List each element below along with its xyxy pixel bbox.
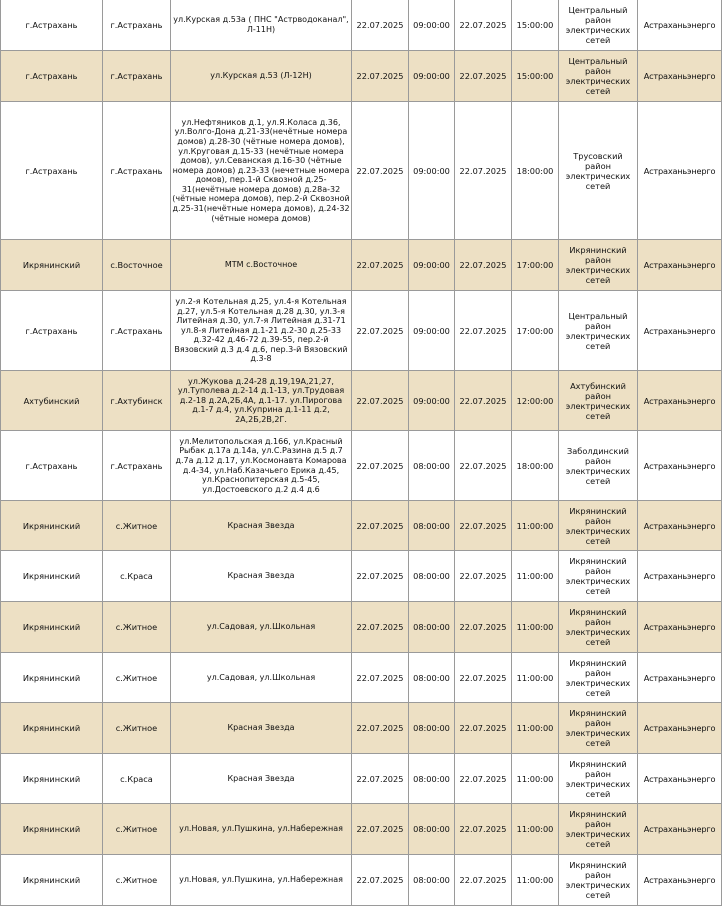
locality-cell: г.Астрахань <box>103 431 171 501</box>
start-time-cell: 08:00:00 <box>409 804 455 855</box>
address-cell: ул.2-я Котельная д.25, ул.4-я Котельная д.27, ул.5-я Котельная д.28 д.30, ул.3-я Литейная д.30, ул.7-я Литейная д.31-71 ул.8-я Литейная д.1-21 д.2-30 д.25-33 д.32-42 д.46-72 д.39-55, пер.2-й Вязовский д.3 д.4 д.6, пер.3-й Вязовский д.3-8 <box>171 291 352 371</box>
address-cell: ул.Жукова д.24-28 д.19,19А,21,27, ул.Туполева д.2-14 д.1-13, ул.Трудовая д.2-18 д.2А,2Б,4А, д.1-17. ул.Пирогова д.1-7 д.4, ул.Куприна д.1-11 д.2, 2А,2Б,2В,2Г. <box>171 371 352 431</box>
start-time-cell: 08:00:00 <box>409 602 455 653</box>
locality-cell: с.Житное <box>103 804 171 855</box>
end-date-cell: 22.07.2025 <box>455 703 512 754</box>
network-cell: Икрянинский район электрических сетей <box>559 501 638 551</box>
table-row <box>1 754 722 804</box>
company-cell: Астраханьэнерго <box>638 371 722 431</box>
start-time-cell: 09:00:00 <box>409 291 455 371</box>
company-cell: Астраханьэнерго <box>638 501 722 551</box>
address-cell: Красная Звезда <box>171 501 352 551</box>
address-cell: Красная Звезда <box>171 551 352 602</box>
end-date-cell: 22.07.2025 <box>455 291 512 371</box>
start-date-cell: 22.07.2025 <box>352 703 409 754</box>
district-cell: г.Астрахань <box>1 291 103 371</box>
end-time-cell: 15:00:00 <box>512 0 559 51</box>
locality-cell: с.Житное <box>103 855 171 906</box>
locality-cell: с.Восточное <box>103 240 171 291</box>
network-cell: Икрянинский район электрических сетей <box>559 804 638 855</box>
network-cell: Икрянинский район электрических сетей <box>559 754 638 804</box>
end-time-cell: 17:00:00 <box>512 291 559 371</box>
start-date-cell: 22.07.2025 <box>352 855 409 906</box>
company-cell: Астраханьэнерго <box>638 240 722 291</box>
table-row <box>1 501 722 551</box>
table-row <box>1 102 722 240</box>
locality-cell: с.Житное <box>103 703 171 754</box>
end-time-cell: 11:00:00 <box>512 551 559 602</box>
address-cell: ул.Садовая, ул.Школьная <box>171 653 352 703</box>
start-date-cell: 22.07.2025 <box>352 501 409 551</box>
end-time-cell: 11:00:00 <box>512 754 559 804</box>
end-date-cell: 22.07.2025 <box>455 804 512 855</box>
network-cell: Центральный район электрических сетей <box>559 51 638 102</box>
network-cell: Икрянинский район электрических сетей <box>559 240 638 291</box>
company-cell: Астраханьэнерго <box>638 551 722 602</box>
network-cell: Заболдинский район электрических сетей <box>559 431 638 501</box>
end-time-cell: 11:00:00 <box>512 855 559 906</box>
table-row <box>1 551 722 602</box>
start-time-cell: 08:00:00 <box>409 754 455 804</box>
locality-cell: г.Астрахань <box>103 102 171 240</box>
district-cell: г.Астрахань <box>1 51 103 102</box>
end-date-cell: 22.07.2025 <box>455 0 512 51</box>
table-row <box>1 703 722 754</box>
end-time-cell: 17:00:00 <box>512 240 559 291</box>
district-cell: Икрянинский <box>1 754 103 804</box>
address-cell: Красная Звезда <box>171 754 352 804</box>
address-cell: ул.Новая, ул.Пушкина, ул.Набережная <box>171 804 352 855</box>
table-row <box>1 0 722 51</box>
end-date-cell: 22.07.2025 <box>455 431 512 501</box>
start-date-cell: 22.07.2025 <box>352 431 409 501</box>
start-time-cell: 08:00:00 <box>409 431 455 501</box>
start-date-cell: 22.07.2025 <box>352 653 409 703</box>
end-date-cell: 22.07.2025 <box>455 240 512 291</box>
table-row <box>1 371 722 431</box>
start-date-cell: 22.07.2025 <box>352 0 409 51</box>
start-date-cell: 22.07.2025 <box>352 291 409 371</box>
end-time-cell: 11:00:00 <box>512 703 559 754</box>
start-time-cell: 08:00:00 <box>409 551 455 602</box>
district-cell: г.Астрахань <box>1 0 103 51</box>
locality-cell: с.Житное <box>103 501 171 551</box>
company-cell: Астраханьэнерго <box>638 51 722 102</box>
end-date-cell: 22.07.2025 <box>455 371 512 431</box>
end-date-cell: 22.07.2025 <box>455 855 512 906</box>
address-cell: ул.Курская д.53 (Л-12Н) <box>171 51 352 102</box>
end-date-cell: 22.07.2025 <box>455 102 512 240</box>
start-time-cell: 09:00:00 <box>409 0 455 51</box>
table-row <box>1 602 722 653</box>
start-date-cell: 22.07.2025 <box>352 102 409 240</box>
district-cell: Икрянинский <box>1 653 103 703</box>
end-time-cell: 18:00:00 <box>512 102 559 240</box>
district-cell: Икрянинский <box>1 855 103 906</box>
start-time-cell: 09:00:00 <box>409 51 455 102</box>
address-cell: ул.Нефтяников д.1, ул.Я.Коласа д.36, ул.Волго-Дона д.21-33(нечётные номера домов) д.28-30 (чётные номера домов), ул.Круговая д.15-33 (нечётные номера домов), ул.Севанская д.16-30 (чётные номера домов) д.23-33 (нечетные номера домов), пер.1-й Сквозной д.25-31(нечётные номера домов) д.28а-32 (чётные номера домов), пер.2-й Сквозной д.25-31(нечётные номера домов), д.24-32 (чётные номера домов) <box>171 102 352 240</box>
end-time-cell: 15:00:00 <box>512 51 559 102</box>
start-time-cell: 08:00:00 <box>409 501 455 551</box>
company-cell: Астраханьэнерго <box>638 754 722 804</box>
address-cell: МТМ с.Восточное <box>171 240 352 291</box>
network-cell: Икрянинский район электрических сетей <box>559 855 638 906</box>
network-cell: Трусовский район электрических сетей <box>559 102 638 240</box>
locality-cell: с.Житное <box>103 653 171 703</box>
start-date-cell: 22.07.2025 <box>352 551 409 602</box>
start-time-cell: 09:00:00 <box>409 102 455 240</box>
end-date-cell: 22.07.2025 <box>455 653 512 703</box>
end-date-cell: 22.07.2025 <box>455 551 512 602</box>
end-time-cell: 18:00:00 <box>512 431 559 501</box>
start-time-cell: 09:00:00 <box>409 371 455 431</box>
district-cell: Икрянинский <box>1 602 103 653</box>
start-date-cell: 22.07.2025 <box>352 240 409 291</box>
table-row <box>1 291 722 371</box>
company-cell: Астраханьэнерго <box>638 431 722 501</box>
district-cell: Икрянинский <box>1 804 103 855</box>
company-cell: Астраханьэнерго <box>638 102 722 240</box>
network-cell: Центральный район электрических сетей <box>559 0 638 51</box>
start-time-cell: 08:00:00 <box>409 653 455 703</box>
end-time-cell: 11:00:00 <box>512 804 559 855</box>
district-cell: Икрянинский <box>1 551 103 602</box>
network-cell: Икрянинский район электрических сетей <box>559 703 638 754</box>
network-cell: Икрянинский район электрических сетей <box>559 551 638 602</box>
district-cell: г.Астрахань <box>1 431 103 501</box>
district-cell: Икрянинский <box>1 703 103 754</box>
table-row <box>1 653 722 703</box>
end-date-cell: 22.07.2025 <box>455 501 512 551</box>
network-cell: Икрянинский район электрических сетей <box>559 602 638 653</box>
district-cell: г.Астрахань <box>1 102 103 240</box>
company-cell: Астраханьэнерго <box>638 703 722 754</box>
network-cell: Икрянинский район электрических сетей <box>559 653 638 703</box>
district-cell: Икрянинский <box>1 501 103 551</box>
start-time-cell: 08:00:00 <box>409 703 455 754</box>
table-row <box>1 240 722 291</box>
locality-cell: г.Астрахань <box>103 291 171 371</box>
start-date-cell: 22.07.2025 <box>352 51 409 102</box>
network-cell: Центральный район электрических сетей <box>559 291 638 371</box>
end-time-cell: 11:00:00 <box>512 602 559 653</box>
company-cell: Астраханьэнерго <box>638 0 722 51</box>
locality-cell: с.Краса <box>103 754 171 804</box>
address-cell: Красная Звезда <box>171 703 352 754</box>
locality-cell: с.Житное <box>103 602 171 653</box>
table-row <box>1 51 722 102</box>
locality-cell: г.Астрахань <box>103 51 171 102</box>
locality-cell: с.Краса <box>103 551 171 602</box>
company-cell: Астраханьэнерго <box>638 602 722 653</box>
address-cell: ул.Садовая, ул.Школьная <box>171 602 352 653</box>
company-cell: Астраханьэнерго <box>638 855 722 906</box>
company-cell: Астраханьэнерго <box>638 291 722 371</box>
district-cell: Ахтубинский <box>1 371 103 431</box>
start-time-cell: 08:00:00 <box>409 855 455 906</box>
locality-cell: г.Ахтубинск <box>103 371 171 431</box>
end-time-cell: 11:00:00 <box>512 501 559 551</box>
address-cell: ул.Курская д.53а ( ПНС "Астрводоканал", Л-11Н) <box>171 0 352 51</box>
end-time-cell: 11:00:00 <box>512 653 559 703</box>
locality-cell: г.Астрахань <box>103 0 171 51</box>
start-date-cell: 22.07.2025 <box>352 754 409 804</box>
district-cell: Икрянинский <box>1 240 103 291</box>
end-time-cell: 12:00:00 <box>512 371 559 431</box>
company-cell: Астраханьэнерго <box>638 804 722 855</box>
start-time-cell: 09:00:00 <box>409 240 455 291</box>
address-cell: ул.Мелитопольская д.166, ул.Красный Рыбак д.17а д.14а, ул.С.Разина д.5 д.7 д.7а д.12 д.17, ул.Космонавта Комарова д.4-34, ул.Наб.Казачьего Ерика д.45, ул.Краснопитерская д.5-45, ул.Достоевского д.2 д.4 д.6 <box>171 431 352 501</box>
start-date-cell: 22.07.2025 <box>352 602 409 653</box>
address-cell: ул.Новая, ул.Пушкина, ул.Набережная <box>171 855 352 906</box>
company-cell: Астраханьэнерго <box>638 653 722 703</box>
end-date-cell: 22.07.2025 <box>455 51 512 102</box>
start-date-cell: 22.07.2025 <box>352 804 409 855</box>
table-row <box>1 431 722 501</box>
table-row <box>1 804 722 855</box>
end-date-cell: 22.07.2025 <box>455 754 512 804</box>
start-date-cell: 22.07.2025 <box>352 371 409 431</box>
table-row <box>1 855 722 906</box>
end-date-cell: 22.07.2025 <box>455 602 512 653</box>
network-cell: Ахтубинский район электрических сетей <box>559 371 638 431</box>
